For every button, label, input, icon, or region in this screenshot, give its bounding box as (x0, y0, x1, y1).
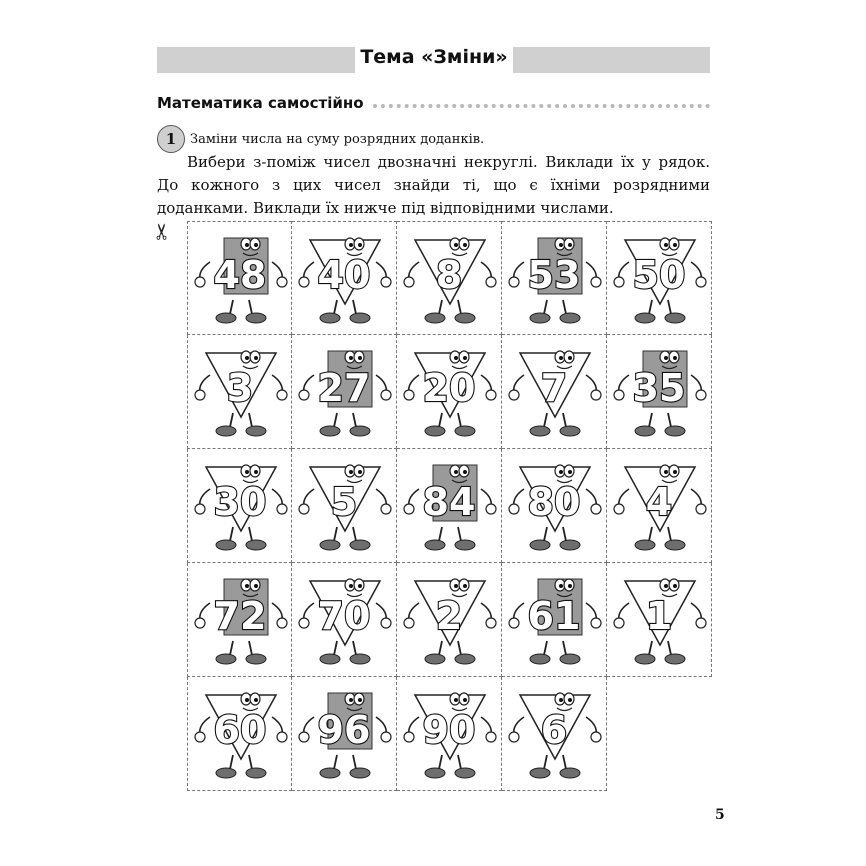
number-card[interactable] (397, 563, 502, 677)
number-card[interactable] (292, 449, 397, 563)
number-character (188, 335, 293, 449)
number-card[interactable] (502, 563, 607, 677)
card-number: 80 (527, 480, 581, 524)
number-character (607, 449, 712, 563)
section-title: Математика самостійно (157, 94, 364, 112)
number-character (502, 563, 607, 677)
number-character (292, 222, 397, 336)
title-bar-right (513, 47, 710, 73)
card-number: 70 (317, 594, 371, 638)
number-character (188, 563, 293, 677)
number-card[interactable] (607, 221, 712, 335)
card-number: 40 (317, 253, 371, 297)
number-card[interactable] (502, 335, 607, 449)
number-card[interactable] (397, 449, 502, 563)
number-character (607, 563, 712, 677)
card-number: 53 (527, 253, 581, 297)
card-number: 90 (422, 708, 476, 752)
number-character (502, 449, 607, 563)
number-card[interactable] (607, 449, 712, 563)
card-number: 35 (632, 366, 686, 410)
card-number: 84 (422, 480, 476, 524)
card-number: 6 (540, 708, 568, 752)
card-number: 50 (632, 253, 686, 297)
number-character (188, 677, 293, 791)
card-number: 1 (645, 594, 673, 638)
card-number: 7 (540, 366, 568, 410)
number-card[interactable] (397, 677, 502, 791)
number-character (607, 335, 712, 449)
card-number: 48 (213, 253, 267, 297)
scissors-icon: ✂ (150, 222, 176, 241)
card-number: 4 (645, 480, 673, 524)
number-card[interactable] (187, 449, 292, 563)
number-character (292, 677, 397, 791)
number-card[interactable] (607, 335, 712, 449)
number-character (292, 563, 397, 677)
task-instruction: Заміни числа на суму розрядних доданків. (190, 132, 485, 147)
number-character (397, 335, 502, 449)
number-card[interactable] (187, 563, 292, 677)
card-number: 72 (213, 594, 267, 638)
number-card[interactable] (187, 677, 292, 791)
card-number: 30 (213, 480, 267, 524)
number-character (397, 563, 502, 677)
number-card[interactable] (502, 677, 607, 791)
number-character (502, 335, 607, 449)
card-number: 60 (213, 708, 267, 752)
number-card[interactable] (292, 335, 397, 449)
number-card[interactable] (502, 449, 607, 563)
number-card[interactable] (187, 335, 292, 449)
number-character (397, 677, 502, 791)
page-title: Тема «Зміни» (360, 46, 508, 68)
number-character (397, 222, 502, 336)
card-number: 8 (435, 253, 463, 297)
number-cards-grid (187, 221, 712, 793)
task-paragraph (157, 151, 710, 220)
number-card[interactable] (292, 677, 397, 791)
number-card[interactable] (607, 563, 712, 677)
number-character (502, 677, 607, 791)
card-number: 96 (317, 708, 371, 752)
number-character (292, 335, 397, 449)
card-number: 61 (527, 594, 581, 638)
number-character (502, 222, 607, 336)
number-card[interactable] (292, 221, 397, 335)
card-number: 27 (317, 366, 371, 410)
number-card[interactable] (397, 335, 502, 449)
card-number: 5 (330, 480, 358, 524)
number-card[interactable] (502, 221, 607, 335)
number-character (607, 222, 712, 336)
number-character (397, 449, 502, 563)
title-bar-left (157, 47, 355, 73)
task-paragraph-text: Вибери з-поміж чисел двозначні некруглі. Виклади їх у рядок. До кожного з цих чисел знайди ті, що є їхніми розрядними доданками. Виклади їх нижче під відповідними числами. (157, 153, 710, 217)
card-number: 3 (226, 366, 254, 410)
section-divider (373, 104, 710, 108)
number-character (188, 449, 293, 563)
card-number: 20 (422, 366, 476, 410)
page-number: 5 (715, 807, 725, 823)
number-card[interactable] (397, 221, 502, 335)
number-character (188, 222, 293, 336)
task-number-badge: 1 (157, 125, 185, 153)
title-bar (157, 47, 710, 73)
card-number: 2 (435, 594, 463, 638)
number-card[interactable] (292, 563, 397, 677)
number-character (292, 449, 397, 563)
number-card[interactable] (187, 221, 292, 335)
